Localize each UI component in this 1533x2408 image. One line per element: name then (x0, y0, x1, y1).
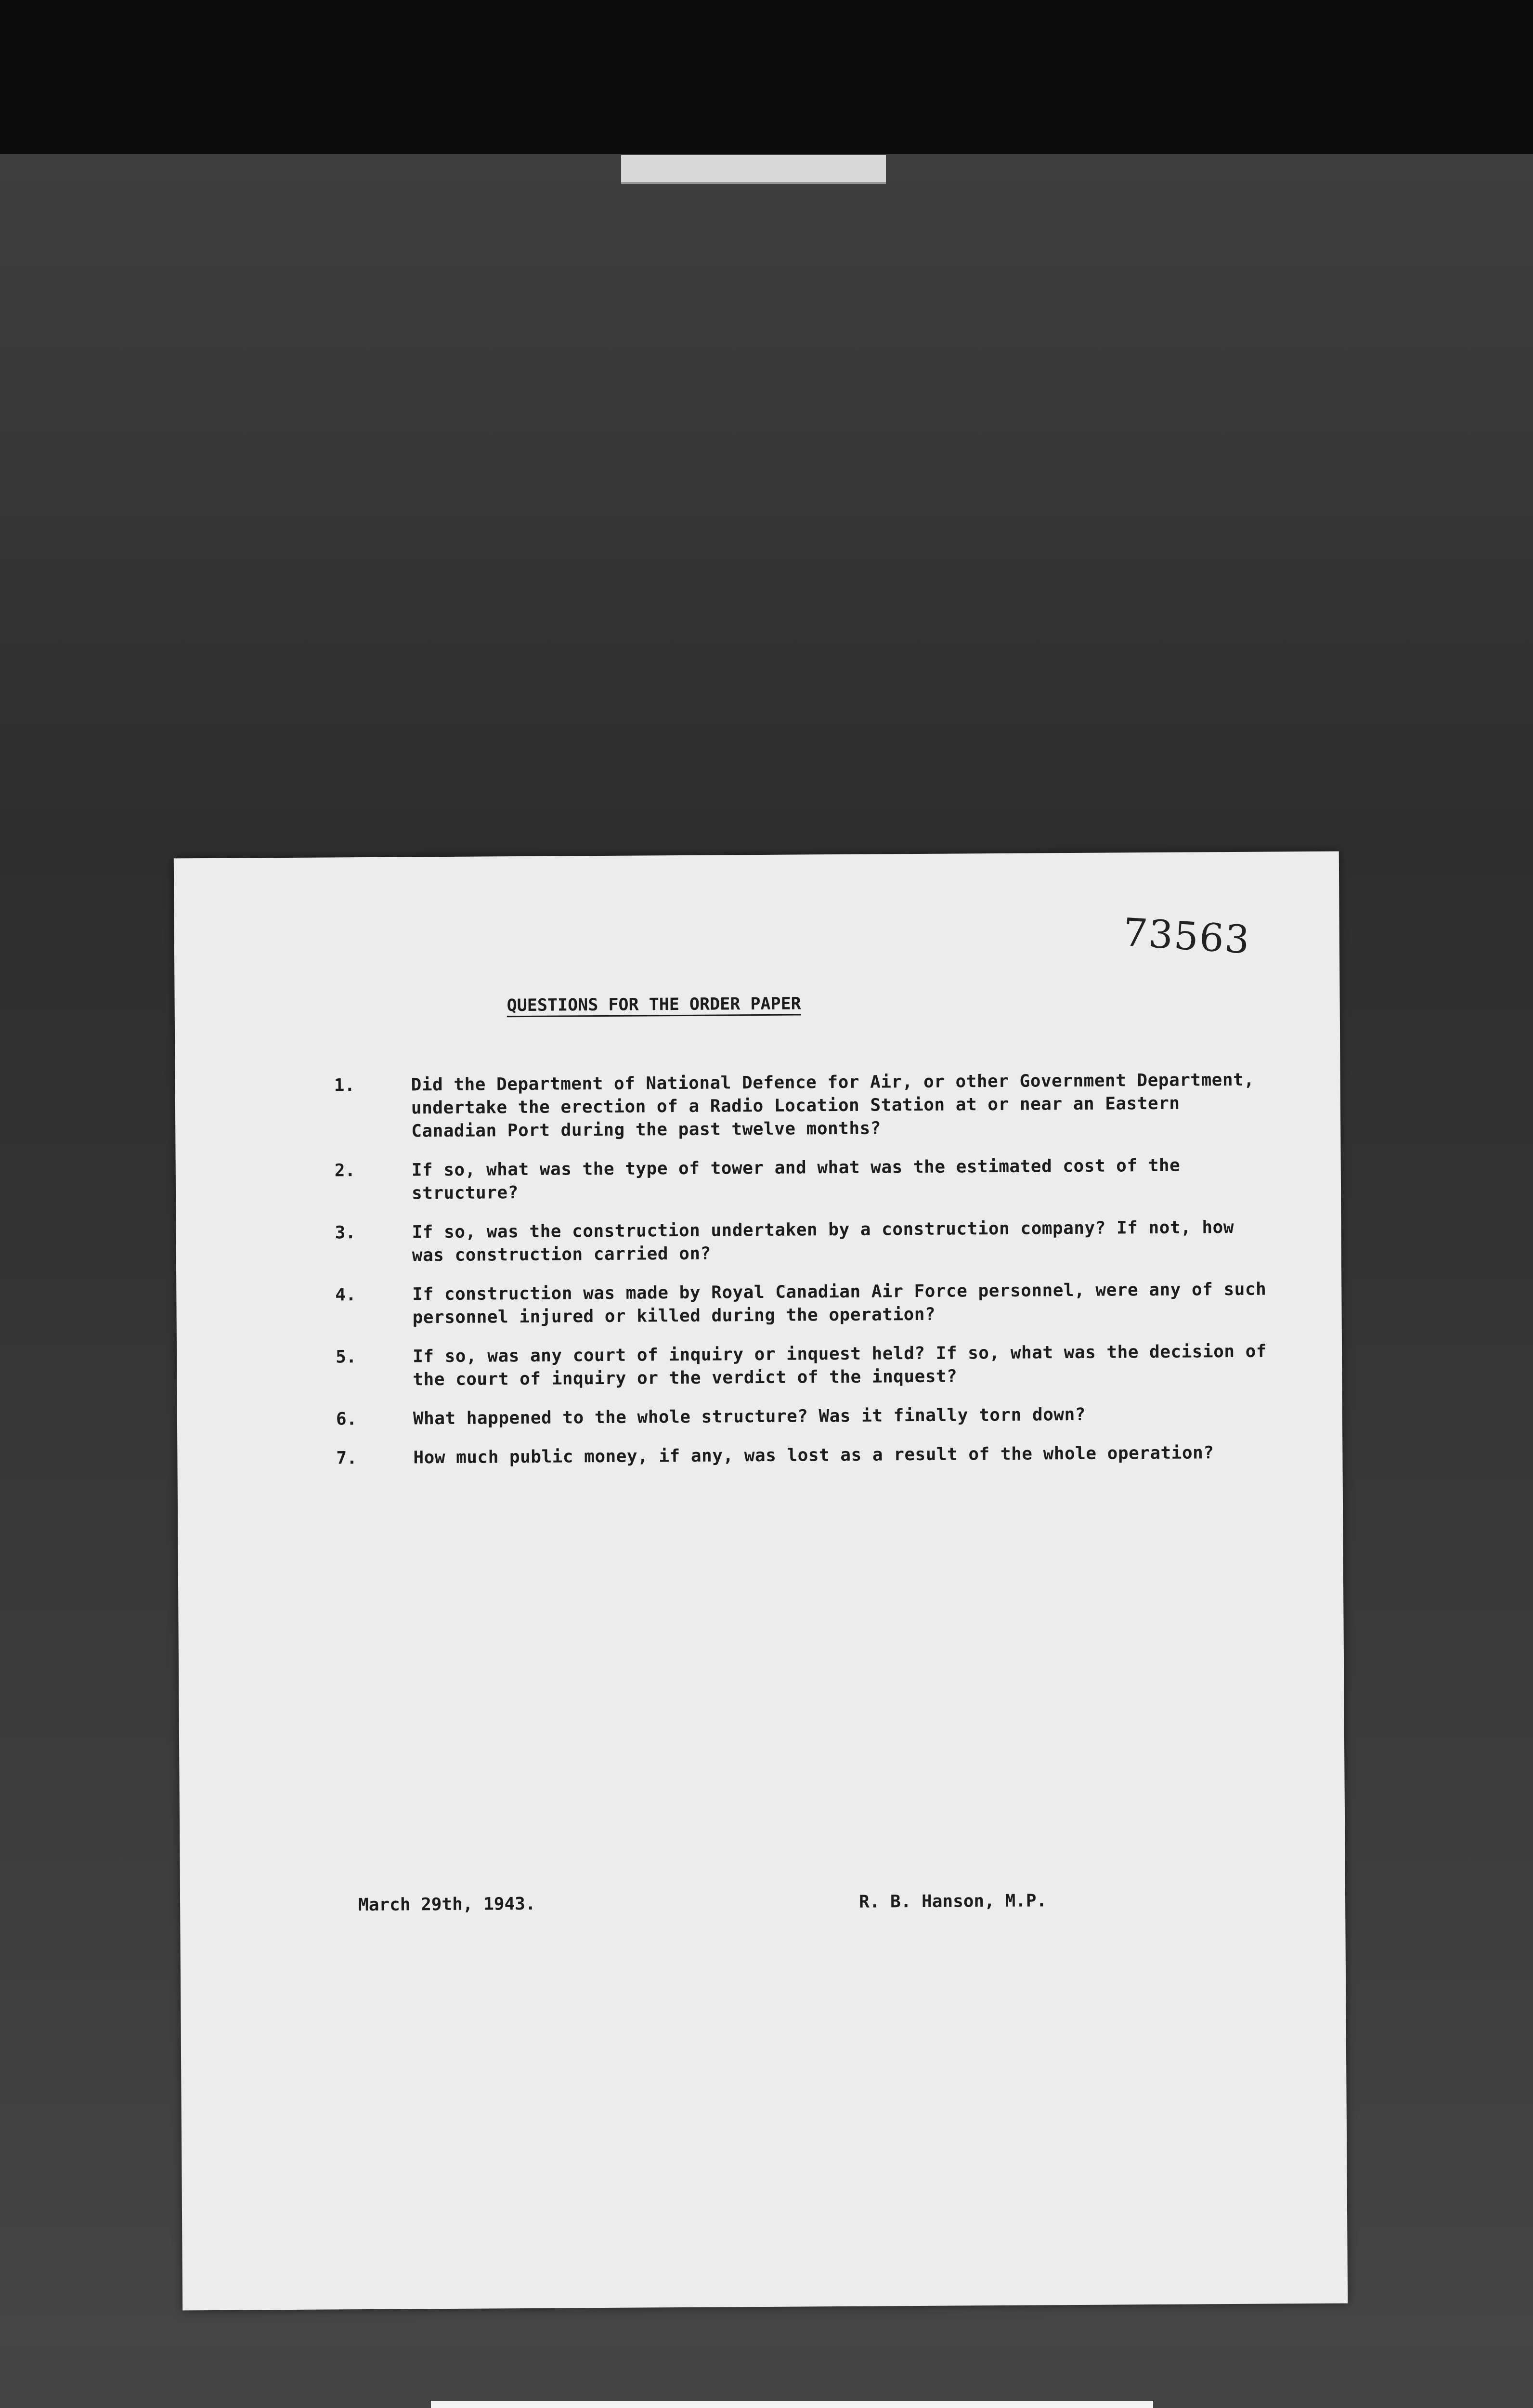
question-item (336, 1402, 1275, 1431)
document-signature: R. B. Hanson, M.P. (858, 1891, 1047, 1912)
question-number: 1. (334, 1075, 355, 1096)
document-date: March 29th, 1943. (358, 1894, 536, 1915)
question-item (335, 1153, 1274, 1205)
question-number: 6. (336, 1409, 357, 1429)
film-top-border (0, 0, 1533, 154)
question-number: 4. (335, 1285, 356, 1305)
question-item (334, 1068, 1273, 1143)
document-title: QUESTIONS FOR THE ORDER PAPER (507, 994, 801, 1016)
question-text: If so, what was the type of tower and what was the estimated cost of the structure? (411, 1155, 1181, 1204)
question-list (334, 1068, 1275, 1486)
question-number: 2. (334, 1161, 356, 1181)
question-text: What happened to the whole structure? Was it finally torn down? (413, 1404, 1086, 1429)
question-number: 3. (335, 1223, 356, 1243)
question-text: Did the Department of National Defence for Air, or other Government Department, undertake the erection of a Radio Location Station at or near an Eastern Canadian Port during the past twelve months? (411, 1070, 1255, 1141)
question-text: If so, was the construction undertaken by a construction company? If not, how was construction carried on? (412, 1217, 1234, 1266)
question-text: If so, was any court of inquiry or inquest held? If so, what was the decision of the court of inquiry or the verdict of the inquest? (413, 1341, 1267, 1390)
paper-clip-tab (621, 155, 886, 184)
question-text: How much public money, if any, was lost as a result of the whole operation? (413, 1443, 1214, 1468)
question-number: 7. (336, 1448, 357, 1468)
question-item (336, 1340, 1275, 1392)
document-number: 73563 (1121, 909, 1252, 963)
question-number: 5. (336, 1347, 357, 1367)
question-item (336, 1441, 1275, 1470)
volume-label (431, 2401, 1153, 2408)
question-item (335, 1278, 1274, 1330)
question-text: If construction was made by Royal Canadian Air Force personnel, were any of such personnel injured or killed during the operation? (412, 1279, 1267, 1328)
question-item (335, 1216, 1274, 1268)
document-page (174, 851, 1348, 2311)
